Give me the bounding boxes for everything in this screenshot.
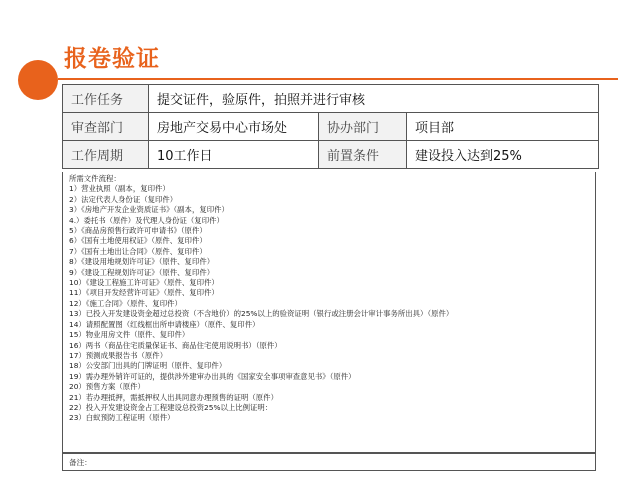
list-item: 4.）委托书（原件）及代理人身份证（复印件）: [69, 215, 224, 225]
assist-value: 项目部: [407, 113, 599, 141]
list-item: 14）请照配置图（红线框出所申请楼座）（原件、复印件）: [69, 319, 260, 329]
info-table: [62, 84, 599, 169]
task-value: 提交证件，验原件，拍照并进行审核: [149, 85, 599, 113]
list-item: 12）《施工合同》（原件、复印件）: [69, 298, 182, 308]
list-item: 16）两书（商品住宅质量保证书、商品住宅使用说明书）（原件）: [69, 340, 282, 350]
list-item: 21）若办理抵押，需抵押权人出具同意办理预售的证明（原件）: [69, 392, 278, 402]
dept-label: 审查部门: [63, 113, 149, 141]
list-item: 23）白蚁预防工程证明（原件）: [69, 413, 175, 423]
precondition-label: 前置条件: [319, 141, 407, 169]
list-item: 9）《建设工程规划许可证》（原件、复印件）: [69, 267, 215, 277]
list-item: 5）《商品房预售行政许可申请书》（原件）: [69, 226, 207, 236]
dept-value: 房地产交易中心市场处: [149, 113, 319, 141]
list-item: 1）营业执照（副本，复印件）: [69, 184, 170, 194]
list-item: 7）《国有土地出让合同》（原件、复印件）: [69, 246, 207, 256]
list-item: 18）公安部门出具的门牌证明（原件、复印件）: [69, 361, 227, 371]
dept-row: [63, 113, 599, 141]
list-item: 17）预测成果报告书（原件）: [69, 350, 168, 360]
required-documents-list: [62, 172, 596, 453]
period-row: [63, 141, 599, 169]
task-label: 工作任务: [63, 85, 149, 113]
page-title: 报卷验证: [64, 46, 160, 72]
list-item: 20）预售方案（原件）: [69, 382, 145, 392]
task-row: [63, 85, 599, 113]
note-row: [62, 453, 596, 471]
list-item: 19）需办理外销许可证的，提供涉外建审办出具的《国家安全事项审查意见书》（原件）: [69, 371, 356, 381]
list-item: 2）法定代表人身份证（复印件）: [69, 194, 178, 204]
list-item: 13）已投入开发建设资金超过总投资（不含地价）的25%以上的验资证明（银行或注册会计审计事务所出具）（原件）: [69, 309, 454, 319]
list-item: 22）投入开发建设资金占工程建设总投资25%以上比例证明：: [69, 402, 273, 412]
assist-label: 协办部门: [319, 113, 407, 141]
list-item: 3）《房地产开发企业资质证书》（副本，复印件）: [69, 205, 229, 215]
list-item: 10）《建设工程施工许可证》（原件、复印件）: [69, 278, 219, 288]
title-underline: [58, 78, 618, 80]
list-item: 8）《建设用地规划许可证》（原件、复印件）: [69, 257, 215, 267]
note-label: 备注：: [69, 458, 92, 467]
orange-circle-decoration: [18, 60, 58, 100]
list-item: 11）《项目开发经营许可证》（原件、复印件）: [69, 288, 219, 298]
list-item: 15）物业用房文件（原件、复印件）: [69, 330, 190, 340]
list-item: 6）《国有土地使用权证》（原件、复印件）: [69, 236, 207, 246]
period-value: 10工作日: [149, 141, 319, 169]
precondition-value: 建设投入达到25%: [407, 141, 599, 169]
documents-heading: 所需文件流程：: [69, 174, 121, 183]
period-label: 工作周期: [63, 141, 149, 169]
